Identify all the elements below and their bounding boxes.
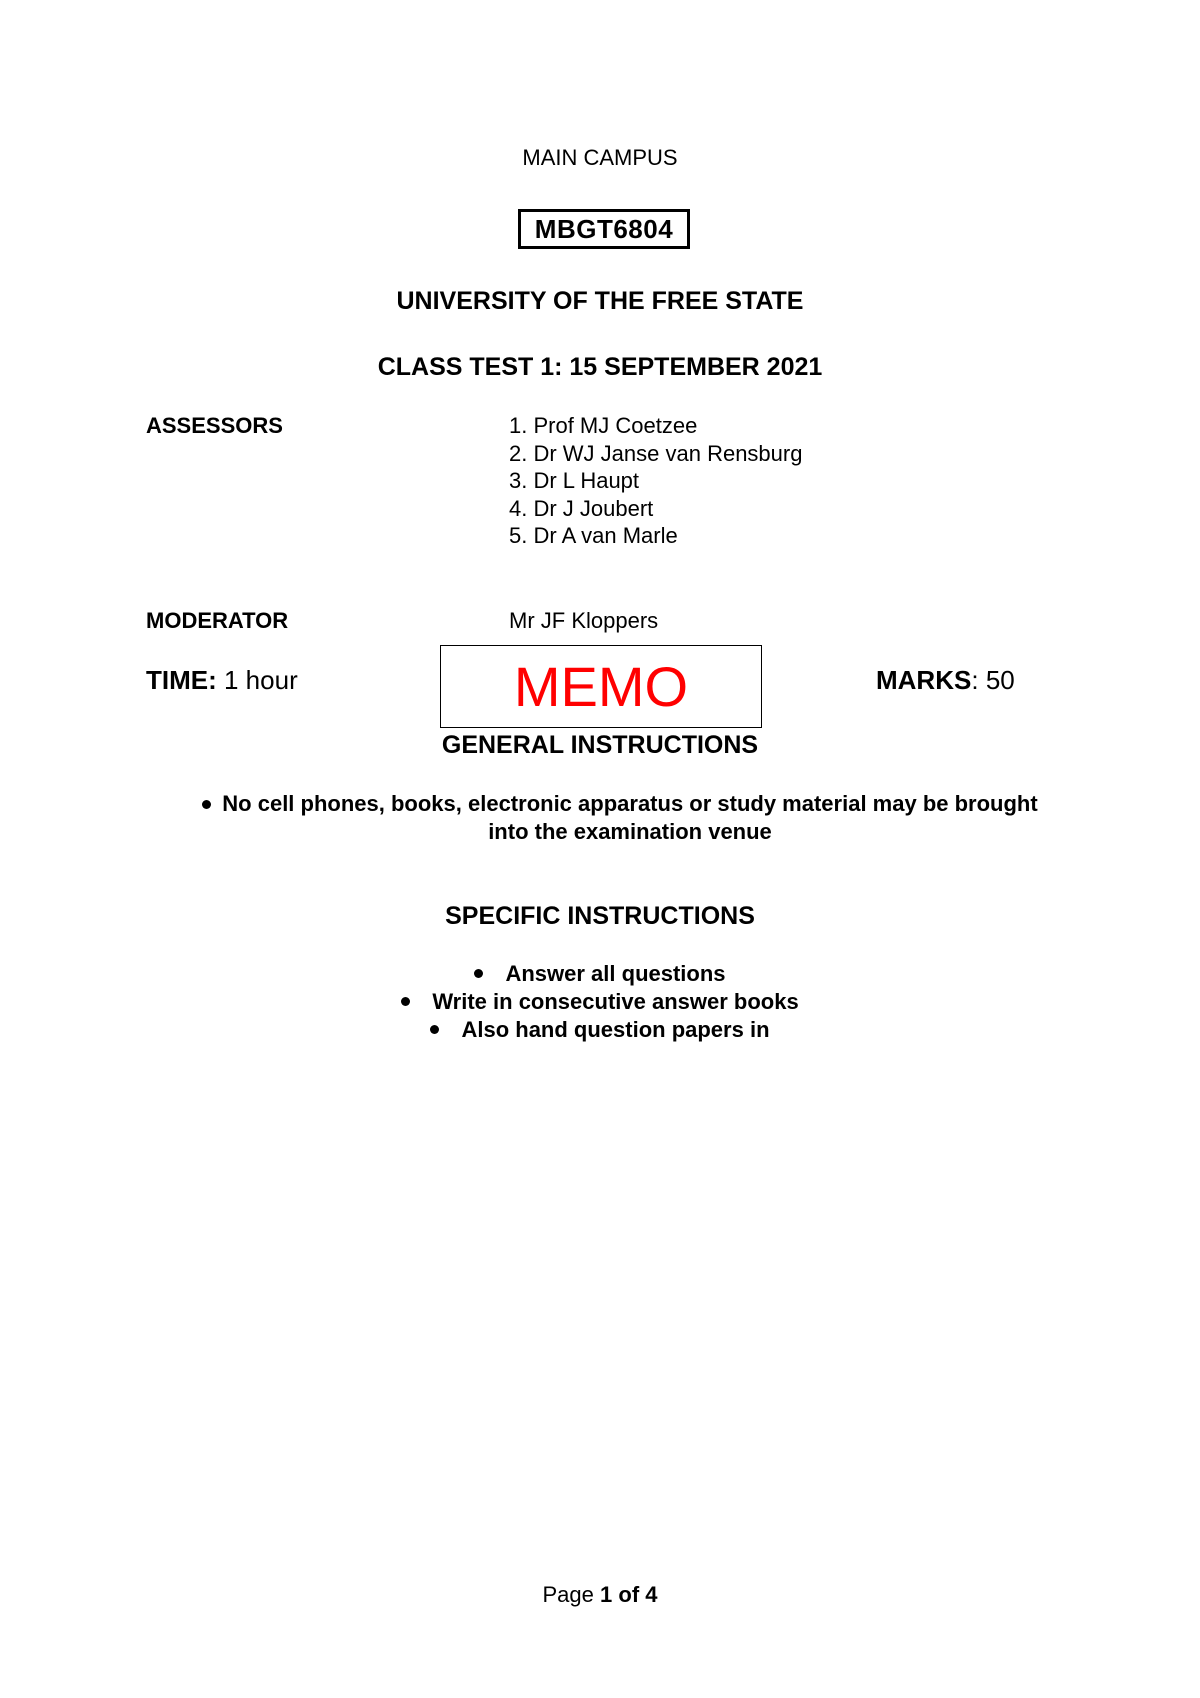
university-name: UNIVERSITY OF THE FREE STATE <box>396 287 804 315</box>
marks-value: 50 <box>985 665 1015 695</box>
assessors-label: ASSESSORS <box>146 413 283 438</box>
list-item <box>0 960 1200 988</box>
marks-separator: : <box>971 665 979 695</box>
total-pages: 4 <box>645 1582 658 1607</box>
bullet-icon <box>430 1025 439 1034</box>
assessor-item: 2. Dr WJ Janse van Rensburg <box>509 440 803 466</box>
general-instructions-title: GENERAL INSTRUCTIONS <box>441 731 759 759</box>
specific-instructions-list <box>0 960 1200 1044</box>
bullet-icon <box>474 969 483 978</box>
time-value: 1 hour <box>224 665 298 695</box>
specific-instruction-text: Write in consecutive answer books <box>432 989 799 1014</box>
page-number: 1 <box>600 1582 613 1607</box>
list-item <box>0 988 1200 1016</box>
moderator-label: MODERATOR <box>146 608 289 633</box>
campus-label: MAIN CAMPUS <box>522 145 678 170</box>
marks-row <box>876 665 1015 696</box>
module-code: MBGT6804 <box>534 213 674 244</box>
moderator-name: Mr JF Kloppers <box>509 608 659 633</box>
page-word: Page <box>542 1582 594 1607</box>
general-instruction-item: No cell phones, books, electronic apparatus or study material may be brought into the examination venue <box>222 791 1038 844</box>
marks-label: MARKS <box>876 665 972 695</box>
assessor-item: 5. Dr A van Marle <box>509 523 678 548</box>
assessor-item: 3. Dr L Haupt <box>509 468 640 493</box>
assessor-item: 4. Dr J Joubert <box>509 495 654 521</box>
memo-text: MEMO <box>513 655 689 718</box>
assessor-list <box>509 412 802 550</box>
list-item <box>0 1016 1200 1044</box>
specific-instruction-text: Also hand question papers in <box>461 1017 770 1042</box>
bullet-icon <box>401 997 410 1006</box>
memo-stamp <box>440 645 762 728</box>
specific-instructions-title: SPECIFIC INSTRUCTIONS <box>445 902 755 930</box>
assessor-item: 1. Prof MJ Coetzee <box>509 413 698 438</box>
specific-instruction-text: Answer all questions <box>505 961 726 986</box>
page-footer <box>0 1582 1200 1608</box>
of-word: of <box>618 1582 640 1607</box>
test-title: CLASS TEST 1: 15 SEPTEMBER 2021 <box>377 353 823 381</box>
time-label: TIME: <box>146 665 217 695</box>
time-row <box>146 665 298 696</box>
module-code-box <box>518 209 690 249</box>
